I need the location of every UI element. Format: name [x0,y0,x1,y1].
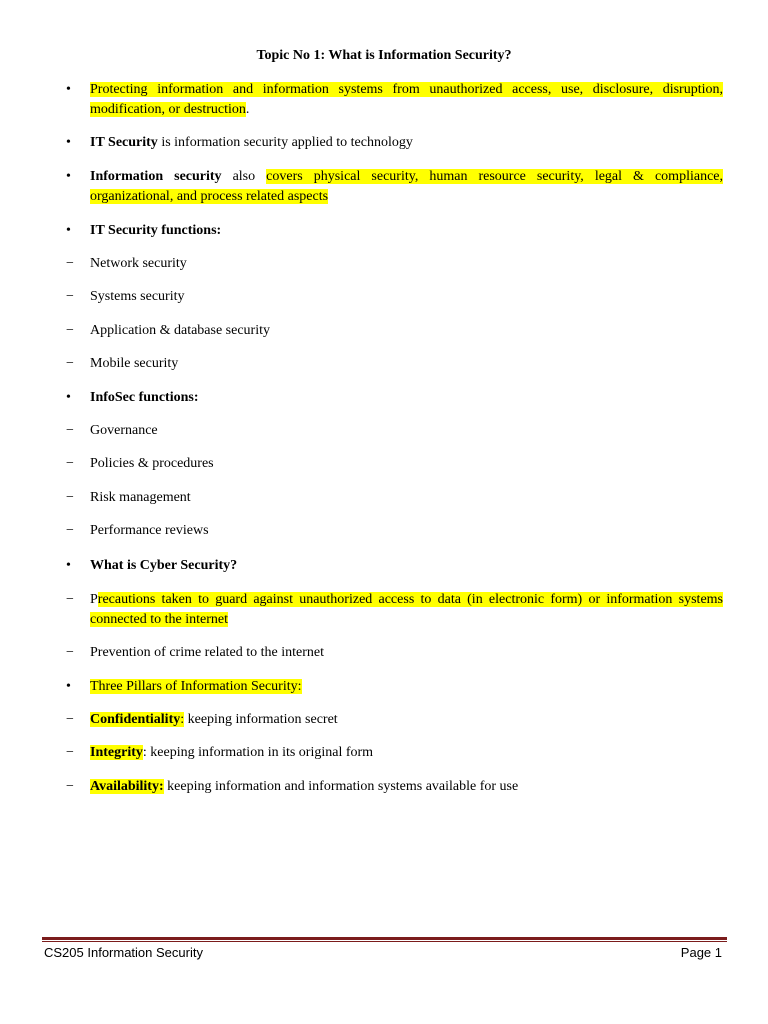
dash-marker: − [66,423,74,438]
pillar-availability: Availability: keeping information and information systems available for use [90,779,519,794]
footer-page-number: Page 1 [680,945,722,960]
dash-marker: − [66,323,74,338]
dash-marker: − [66,490,74,505]
list-item: Performance reviews [90,523,209,538]
dash-marker: − [66,645,74,660]
footer-rule-thin [42,941,727,942]
bullet-marker: • [66,679,71,694]
bullet-marker: • [66,135,71,150]
dash-marker: − [66,745,74,760]
dash-marker: − [66,456,74,471]
infosec-item: Information security also covers physical security, human resource security, legal & compliance, organizational, and process related aspects [90,169,723,204]
list-item: Governance [90,423,158,438]
footer-rule [42,937,727,940]
cyber-security-heading: What is Cyber Security? [90,558,238,573]
list-item: Prevention of crime related to the internet [90,645,325,660]
it-security-item: IT Security is information security applied to technology [90,135,413,150]
dash-marker: − [66,712,74,727]
bullet-marker: • [66,390,71,405]
cyber-definition: Precautions taken to guard against unauthorized access to data (in electronic form) or information systems connected to the internet [90,592,723,627]
bullet-marker: • [66,223,71,238]
dash-marker: − [66,592,74,607]
page-title: Topic No 1: What is Information Security? [256,48,512,63]
dash-marker: − [66,523,74,538]
list-item: Network security [90,256,187,271]
list-item: Policies & procedures [90,456,214,471]
list-item: Risk management [90,490,191,505]
dash-marker: − [66,356,74,371]
pillar-confidentiality: Confidentiality: keeping information secret [90,712,338,727]
dash-marker: − [66,289,74,304]
bullet-marker: • [66,169,71,184]
it-functions-heading: IT Security functions: [90,223,222,238]
pillars-heading: Three Pillars of Information Security: [90,679,302,694]
dash-marker: − [66,779,74,794]
list-item: Mobile security [90,356,179,371]
list-item: Systems security [90,289,185,304]
bullet-marker: • [66,558,71,573]
dash-marker: − [66,256,74,271]
list-item: Application & database security [90,323,270,338]
footer-course: CS205 Information Security [44,945,203,960]
definition-paragraph: Protecting information and information systems from unauthorized access, use, disclosure, disruption, modification, or destruction. [90,82,723,117]
highlighted-definition: Protecting information and information systems from unauthorized access, use, disclosure, disruption, modification, or destruction [90,82,723,117]
bullet-marker: • [66,82,71,97]
infosec-functions-heading: InfoSec functions: [90,390,199,405]
pillar-integrity: Integrity: keeping information in its original form [90,745,374,760]
